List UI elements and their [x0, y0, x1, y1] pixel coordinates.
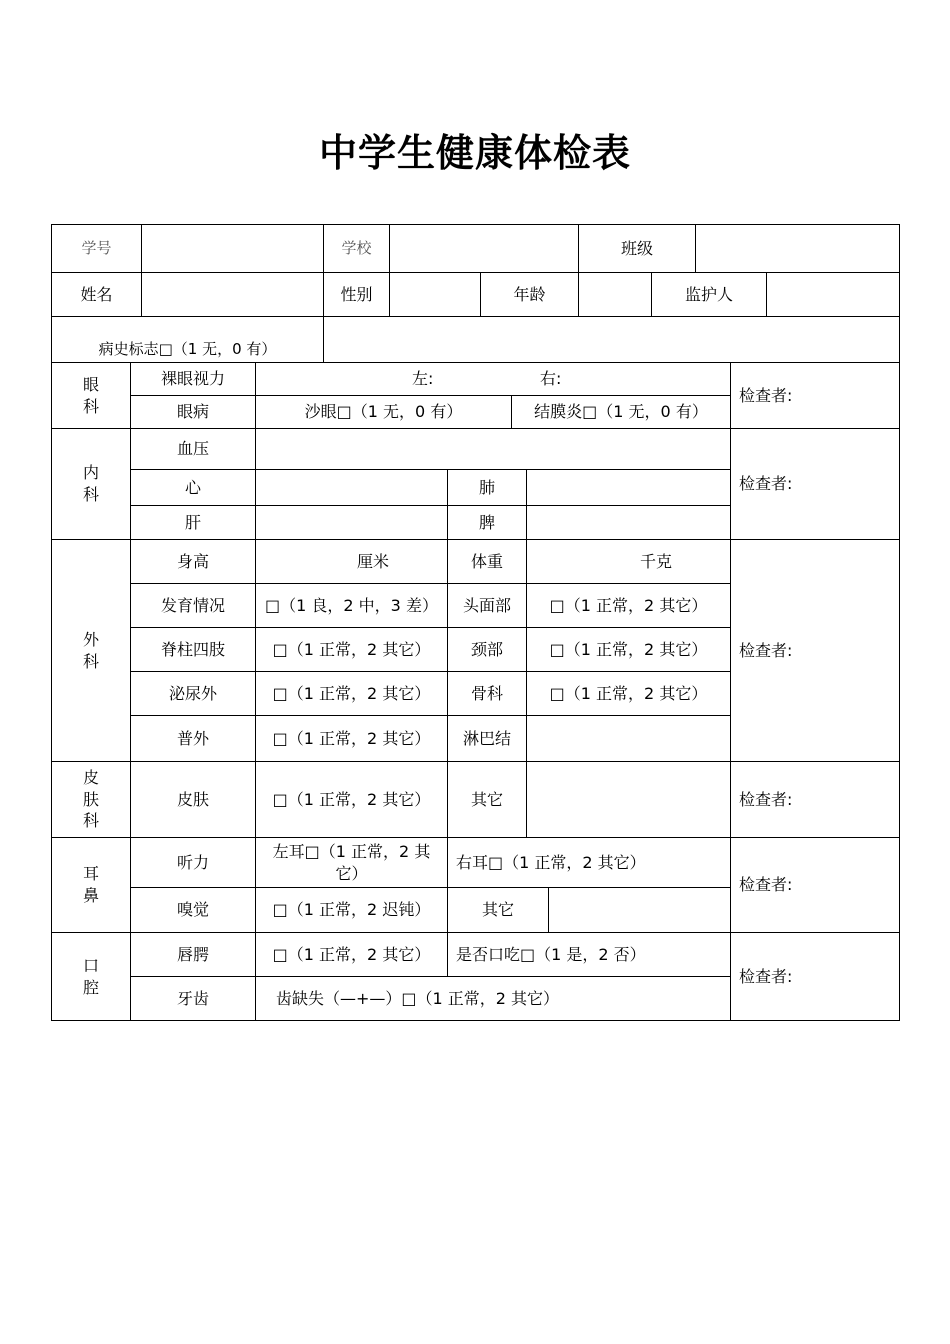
spleen-label: 脾: [447, 505, 527, 540]
eye-section-label: 眼 科: [51, 362, 131, 429]
age-label: 年龄: [480, 272, 579, 317]
surgery-section-label: 外 科: [51, 539, 131, 762]
hearing-label: 听力: [130, 837, 256, 888]
skin-examiner: 检查者:: [730, 761, 900, 838]
lip-palate-label: 唇腭: [130, 932, 256, 977]
internal-section-label: 内 科: [51, 428, 131, 540]
school-field[interactable]: [389, 224, 579, 273]
student-id-field[interactable]: [141, 224, 324, 273]
history-flag-label: 病史标志□（1 无，0 有）: [51, 316, 324, 363]
neck-label: 颈部: [447, 627, 527, 672]
conjunctivitis-option[interactable]: 结膜炎□（1 无，0 有）: [511, 395, 731, 429]
school-label: 学校: [323, 224, 390, 273]
lung-field[interactable]: [526, 469, 731, 506]
smell-option[interactable]: □（1 正常，2 迟钝）: [255, 887, 448, 933]
bone-option[interactable]: □（1 正常，2 其它）: [526, 671, 731, 716]
class-label: 班级: [578, 224, 696, 273]
weight-field[interactable]: 千克: [526, 539, 731, 584]
ent-other-label: 其它: [447, 887, 549, 933]
ent-other-field[interactable]: [548, 887, 731, 933]
page-title: 中学生健康体检表: [318, 131, 631, 175]
urology-label: 泌尿外: [130, 671, 256, 716]
student-id-label: 学号: [51, 224, 142, 273]
general-surgery-label: 普外: [130, 715, 256, 762]
eye-disease-label: 眼病: [130, 395, 256, 429]
ent-section-label: 耳 鼻: [51, 837, 131, 933]
liver-label: 肝: [130, 505, 256, 540]
guardian-label: 监护人: [651, 272, 767, 317]
blood-pressure-field[interactable]: [255, 428, 731, 470]
class-field[interactable]: [695, 224, 900, 273]
lung-label: 肺: [447, 469, 527, 506]
skin-other-field[interactable]: [526, 761, 731, 838]
ent-examiner: 检查者:: [730, 837, 900, 933]
skin-label: 皮肤: [130, 761, 256, 838]
trachoma-option[interactable]: 沙眼□（1 无，0 有）: [255, 395, 512, 429]
age-field[interactable]: [578, 272, 652, 317]
lymph-node-field[interactable]: [526, 715, 731, 762]
internal-examiner: 检查者:: [730, 428, 900, 540]
development-option[interactable]: □（1 良，2 中，3 差）: [255, 583, 448, 628]
skin-other-label: 其它: [447, 761, 527, 838]
teeth-option[interactable]: 齿缺失（—+—）□（1 正常，2 其它）: [255, 976, 731, 1021]
general-surgery-option[interactable]: □（1 正常，2 其它）: [255, 715, 448, 762]
vision-label: 裸眼视力: [130, 362, 256, 396]
spleen-field[interactable]: [526, 505, 731, 540]
bone-label: 骨科: [447, 671, 527, 716]
name-field[interactable]: [141, 272, 324, 317]
height-label: 身高: [130, 539, 256, 584]
history-flag-field[interactable]: [323, 316, 900, 363]
head-face-option[interactable]: □（1 正常，2 其它）: [526, 583, 731, 628]
surgery-examiner: 检查者:: [730, 539, 900, 762]
spine-option[interactable]: □（1 正常，2 其它）: [255, 627, 448, 672]
height-field[interactable]: 厘米: [255, 539, 448, 584]
stutter-option[interactable]: 是否口吃□（1 是，2 否）: [447, 932, 731, 977]
smell-label: 嗅觉: [130, 887, 256, 933]
left-ear-option[interactable]: 左耳□（1 正常，2 其 它）: [255, 837, 448, 888]
gender-field[interactable]: [389, 272, 481, 317]
oral-examiner: 检查者:: [730, 932, 900, 1021]
weight-label: 体重: [447, 539, 527, 584]
vision-right-label: 右:: [540, 369, 562, 389]
health-exam-form: [51, 224, 900, 1021]
gender-label: 性别: [323, 272, 390, 317]
name-label: 姓名: [51, 272, 142, 317]
vision-field[interactable]: [255, 362, 731, 396]
head-face-label: 头面部: [447, 583, 527, 628]
blood-pressure-label: 血压: [130, 428, 256, 470]
urology-option[interactable]: □（1 正常，2 其它）: [255, 671, 448, 716]
guardian-field[interactable]: [766, 272, 900, 317]
skin-option[interactable]: □（1 正常，2 其它）: [255, 761, 448, 838]
oral-section-label: 口 腔: [51, 932, 131, 1021]
eye-examiner: 检查者:: [730, 362, 900, 429]
lip-palate-option[interactable]: □（1 正常，2 其它）: [255, 932, 448, 977]
right-ear-option[interactable]: 右耳□（1 正常，2 其它）: [447, 837, 731, 888]
spine-label: 脊柱四肢: [130, 627, 256, 672]
development-label: 发育情况: [130, 583, 256, 628]
teeth-label: 牙齿: [130, 976, 256, 1021]
lymph-node-label: 淋巴结: [447, 715, 527, 762]
liver-field[interactable]: [255, 505, 448, 540]
skin-section-label: 皮 肤 科: [51, 761, 131, 838]
heart-field[interactable]: [255, 469, 448, 506]
neck-option[interactable]: □（1 正常，2 其它）: [526, 627, 731, 672]
vision-left-label: 左:: [412, 369, 434, 389]
heart-label: 心: [130, 469, 256, 506]
